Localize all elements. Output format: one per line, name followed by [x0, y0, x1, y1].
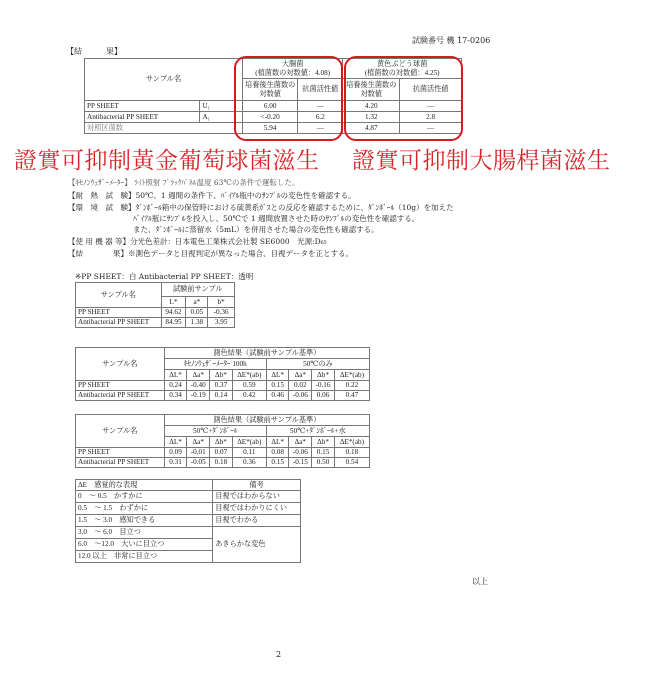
- delta-color-table-2: サンプル名 測色結果（試験前サンプル基準） 50℃+ﾀﾞﾝﾎﾞｰﾙ 50℃+ﾀﾞﾝﾎﾞｰﾙ+水 ΔL* Δa* Δb* ΔE*(ab) ΔL* Δa* Δb* ΔE*(ab) PP SHEET 0.09 -0.01 0.07 0.11 0.08 -0.06 0.15 0.18 Antibacterial PP SHEET 0.31 -0.05 0.18 0.36 0.15 -0.15 0.50 0.54: [75, 414, 370, 468]
- table-row: PP SHEET U₁ 6.00 — 4.20 —: [85, 101, 462, 112]
- table-row: Antibacterial PP SHEET A₁ <-0.20 6.2 1.32 2.8: [85, 112, 462, 123]
- xenon-condition: 【ｷｾﾉﾝｳｪｻﾞｰﾒｰﾀｰ】 ﾗｲﾄ照射 ﾌﾞﾗｯｸﾊﾟﾈﾙ温度 63℃の条件で運転した。: [68, 178, 300, 187]
- table-row: Antibacterial PP SHEET 0.34 -0.19 0.14 0.42 0.46 -0.06 0.06 0.47: [76, 391, 370, 401]
- result-heading: 【結 果】: [66, 47, 122, 56]
- saureus-count-header: 培養後生菌数の 対数値: [343, 79, 400, 101]
- ecoli-activity-header: 抗菌活性値: [298, 79, 343, 101]
- heat-test: 【耐 熱 試 験】50℃、1 週間の条件下、ﾊﾞｲｱﾙ瓶中のｻﾝﾌﾟﾙの変色性を確認する。: [68, 191, 356, 200]
- annotation-ecoli: 證實可抑制大腸桿菌滋生: [352, 148, 611, 174]
- saureus-highlight-box: [344, 56, 463, 141]
- initial-color-table: サンプル名 試験前サンプル L* a* b* PP SHEET 94.62 0.05 -0.36 Antibacterial PP SHEET 84.95 1.38 3.95: [75, 282, 235, 328]
- saureus-header: 黄色ぶどう球菌 (植菌数の対数値：4.25): [343, 59, 462, 79]
- table-row: PP SHEET 0.09 -0.01 0.07 0.11 0.08 -0.06 0.15 0.18: [76, 448, 370, 458]
- test-number: 試験番号 機 17-0206: [412, 36, 491, 45]
- ecoli-highlight-box: [234, 56, 343, 141]
- saureus-activity-header: 抗菌活性値: [400, 79, 462, 101]
- ecoli-header: 大腸菌 (植菌数の対数値：4.08): [243, 59, 343, 79]
- table-row: 3.0 ～ 6.0 目立つ あきらかな変色: [76, 527, 301, 539]
- env-test-line2: ﾊﾞｲｱﾙ瓶にｻﾝﾌﾟﾙを投入し、50℃で 1 週間放置させた時のｻﾝﾌﾟﾙの変色性を確認する。: [133, 214, 420, 223]
- table-row: PP SHEET 94.62 0.05 -0.36: [76, 308, 235, 318]
- ecoli-count-header: 培養後生菌数の 対数値: [243, 79, 298, 101]
- end-mark: 以上: [472, 577, 488, 586]
- equipment: 【使 用 機 器 等】分光色差計：日本電色工業株式会社製 SE6000 光源:D₆₅: [68, 237, 327, 246]
- table-row: 対照区菌数 5.94 — 4.87 —: [85, 123, 462, 134]
- table-row: Antibacterial PP SHEET 84.95 1.38 3.95: [76, 318, 235, 328]
- annotation-saureus: 證實可抑制黃金葡萄球菌滋生: [14, 148, 320, 174]
- sample-color-note: ※PP SHEET：白 Antibacterial PP SHEET：透明: [75, 272, 254, 281]
- table-row: 12.0 以上 非常に目立つ: [76, 551, 301, 563]
- env-test: 【環 境 試 験】ﾀﾞﾝﾎﾞｰﾙ箱中の保管時における硫黄系ｶﾞｽとの反応を確認するために、ﾀﾞﾝﾎﾞｰﾙ（10g）を加えた: [68, 203, 454, 212]
- table-row: 6.0 ～12.0 大いに目立つ: [76, 539, 301, 551]
- table-row: PP SHEET 0.24 -0.40 0.37 0.59 0.15 0.02 -0.16 0.22: [76, 381, 370, 391]
- table-row: Antibacterial PP SHEET 0.31 -0.05 0.18 0.36 0.15 -0.15 0.50 0.54: [76, 458, 370, 468]
- table-row: 0.5 ～ 1.5 わずかに 目視ではわかりにくい: [76, 503, 301, 515]
- env-test-line3: また、ﾀﾞﾝﾎﾞｰﾙに蒸留水（5mL）を併用させた場合の変色性も確認する。: [133, 225, 379, 234]
- delta-e-scale-table: ΔE 感覚的な表現 備考 0 ～ 0.5 かすかに 目視ではわからない 0.5 ～ 1.5 わずかに 目視ではわかりにくい 1.5 ～ 3.0 感知できる 目視でわかる 3.0 ～ 6.0 目立つ あきらかな変色 6.0 ～12.0 大いに目立つ 12.0 以上 非常に目立つ: [75, 479, 301, 563]
- result-note: 【結 果】※測色データと目視判定が異なった場合、目視データを正とする。: [68, 249, 353, 258]
- table-row: 0 ～ 0.5 かすかに 目視ではわからない: [76, 491, 301, 503]
- sample-name-header: サンプル名: [85, 59, 243, 101]
- table-row: 1.5 ～ 3.0 感知できる 目視でわかる: [76, 515, 301, 527]
- delta-color-table-1: サンプル名 測色結果（試験前サンプル基準） ｷｾﾉﾝｳｪｻﾞｰﾒｰﾀｰ 100h 50℃のみ ΔL* Δa* Δb* ΔE*(ab) ΔL* Δa* Δb* ΔE*(ab) PP SHEET 0.24 -0.40 0.37 0.59 0.15 0.02 -0.16 0.22 Antibacterial PP SHEET 0.34 -0.19 0.14 0.42 0.46 -0.06 0.06 0.47: [75, 347, 370, 401]
- page-number: 2: [276, 650, 282, 659]
